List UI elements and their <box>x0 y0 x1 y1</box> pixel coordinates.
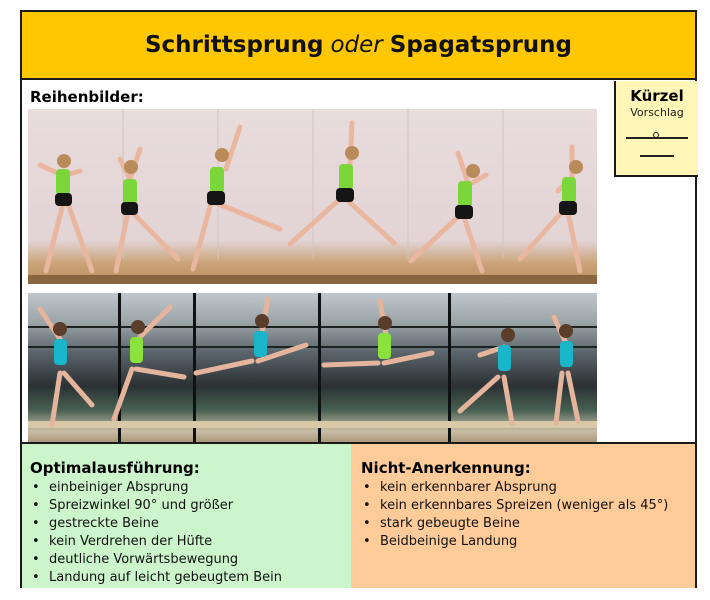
bullet-icon: • <box>32 534 40 549</box>
bullet-icon: • <box>32 570 40 585</box>
list-item: • deutliche Vorwärtsbewegung <box>32 552 239 567</box>
list-item: • gestreckte Beine <box>32 516 159 531</box>
list-item: • kein erkennbares Spreizen (weniger als 45°) <box>363 498 669 513</box>
bullet-icon: • <box>363 498 371 513</box>
kuerzel-subtitle: Vorschlag <box>630 106 684 119</box>
gymnast-split-leap-sequence-icon <box>28 109 597 284</box>
gymnast-split-leap-arena-icon <box>28 293 597 443</box>
photo-sequence-top <box>28 109 597 284</box>
kuerzel-title: Kürzel <box>630 87 684 105</box>
document-frame <box>20 10 697 588</box>
list-item: • Spreizwinkel 90° und größer <box>32 498 234 513</box>
title-part-1: Schrittsprung <box>144 32 324 58</box>
optimal-list <box>22 479 351 587</box>
photo-sequence-bottom <box>28 293 597 443</box>
non-recognition-box <box>351 442 695 588</box>
bullet-icon: • <box>363 534 371 549</box>
title-connector: oder <box>330 32 383 58</box>
non-recognition-heading: Nicht-Anerkennung: <box>361 459 531 477</box>
kuerzel-box <box>614 81 698 177</box>
optimal-execution-box <box>22 442 351 588</box>
non-recognition-list <box>351 479 695 551</box>
optimal-heading: Optimalausführung: <box>30 459 200 477</box>
list-item: • einbeiniger Absprung <box>32 480 189 495</box>
list-item: • kein Verdrehen der Hüfte <box>32 534 213 549</box>
page-title <box>145 32 572 58</box>
list-item: • stark gebeugte Beine <box>363 516 520 531</box>
bullet-icon: • <box>32 516 40 531</box>
bullet-icon: • <box>32 498 40 513</box>
bullet-icon: • <box>363 480 371 495</box>
title-bar <box>22 12 695 80</box>
list-item: • Landung auf leicht gebeugtem Bein <box>32 570 282 585</box>
list-item: • kein erkennbarer Absprung <box>363 480 557 495</box>
section-label-sequence: Reihenbilder: <box>30 88 144 106</box>
title-part-2: Spagatsprung <box>389 32 573 58</box>
bullet-icon: • <box>32 552 40 567</box>
list-item: • Beidbeinige Landung <box>363 534 518 549</box>
split-jump-symbol-icon <box>626 123 688 163</box>
bullet-icon: • <box>32 480 40 495</box>
bullet-icon: • <box>363 516 371 531</box>
